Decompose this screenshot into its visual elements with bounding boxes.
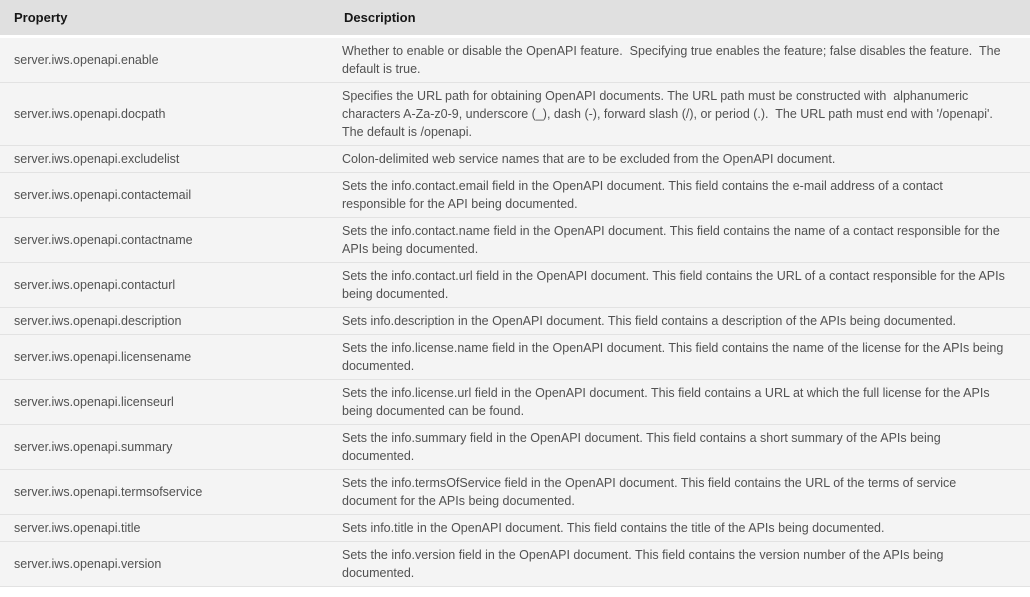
table-header [0, 0, 1030, 38]
property-cell: server.iws.openapi.licenseurl [0, 380, 330, 425]
description-cell: Whether to enable or disable the OpenAPI feature. Specifying true enables the feature; false disables the feature. The default is true. [330, 38, 1030, 83]
table-row [0, 425, 1030, 470]
description-cell: Sets the info.contact.email field in the OpenAPI document. This field contains the e-mail address of a contact responsible for the API being documented. [330, 173, 1030, 218]
description-cell: Specifies the URL path for obtaining OpenAPI documents. The URL path must be constructed with alphanumeric characters A-Za-z0-9, underscore (_), dash (-), forward slash (/), or period (.). The URL path must end with '/openapi'. The default is /openapi. [330, 83, 1030, 146]
table-row [0, 470, 1030, 515]
description-cell: Sets the info.license.url field in the OpenAPI document. This field contains a URL at which the full license for the APIs being documented can be found. [330, 380, 1030, 425]
table-row [0, 542, 1030, 587]
description-cell: Sets the info.contact.url field in the OpenAPI document. This field contains the URL of a contact responsible for the APIs being documented. [330, 263, 1030, 308]
table-row [0, 173, 1030, 218]
description-column-header: Description [330, 0, 1030, 38]
table-row [0, 335, 1030, 380]
description-cell: Sets info.title in the OpenAPI document. This field contains the title of the APIs being documented. [330, 515, 1030, 542]
table-row [0, 380, 1030, 425]
table-row [0, 38, 1030, 83]
property-cell: server.iws.openapi.excludelist [0, 146, 330, 173]
property-cell: server.iws.openapi.title [0, 515, 330, 542]
description-cell: Sets the info.version field in the OpenAPI document. This field contains the version number of the APIs being documented. [330, 542, 1030, 587]
property-cell: server.iws.openapi.description [0, 308, 330, 335]
table-body [0, 38, 1030, 587]
description-cell: Sets the info.license.name field in the OpenAPI document. This field contains the name of the license for the APIs being documented. [330, 335, 1030, 380]
property-cell: server.iws.openapi.enable [0, 38, 330, 83]
table-row [0, 83, 1030, 146]
property-cell: server.iws.openapi.licensename [0, 335, 330, 380]
property-cell: server.iws.openapi.contactname [0, 218, 330, 263]
property-cell: server.iws.openapi.docpath [0, 83, 330, 146]
property-cell: server.iws.openapi.contacturl [0, 263, 330, 308]
property-cell: server.iws.openapi.termsofservice [0, 470, 330, 515]
description-cell: Sets the info.termsOfService field in the OpenAPI document. This field contains the URL of the terms of service document for the APIs being documented. [330, 470, 1030, 515]
table-row [0, 218, 1030, 263]
description-cell: Sets info.description in the OpenAPI document. This field contains a description of the APIs being documented. [330, 308, 1030, 335]
header-row [0, 0, 1030, 38]
table-row [0, 263, 1030, 308]
description-cell: Colon-delimited web service names that are to be excluded from the OpenAPI document. [330, 146, 1030, 173]
table-row [0, 515, 1030, 542]
table-row [0, 308, 1030, 335]
property-column-header: Property [0, 0, 330, 38]
property-cell: server.iws.openapi.version [0, 542, 330, 587]
description-cell: Sets the info.contact.name field in the OpenAPI document. This field contains the name of a contact responsible for the APIs being documented. [330, 218, 1030, 263]
table-row [0, 146, 1030, 173]
property-cell: server.iws.openapi.contactemail [0, 173, 330, 218]
property-cell: server.iws.openapi.summary [0, 425, 330, 470]
description-cell: Sets the info.summary field in the OpenAPI document. This field contains a short summary of the APIs being documented. [330, 425, 1030, 470]
